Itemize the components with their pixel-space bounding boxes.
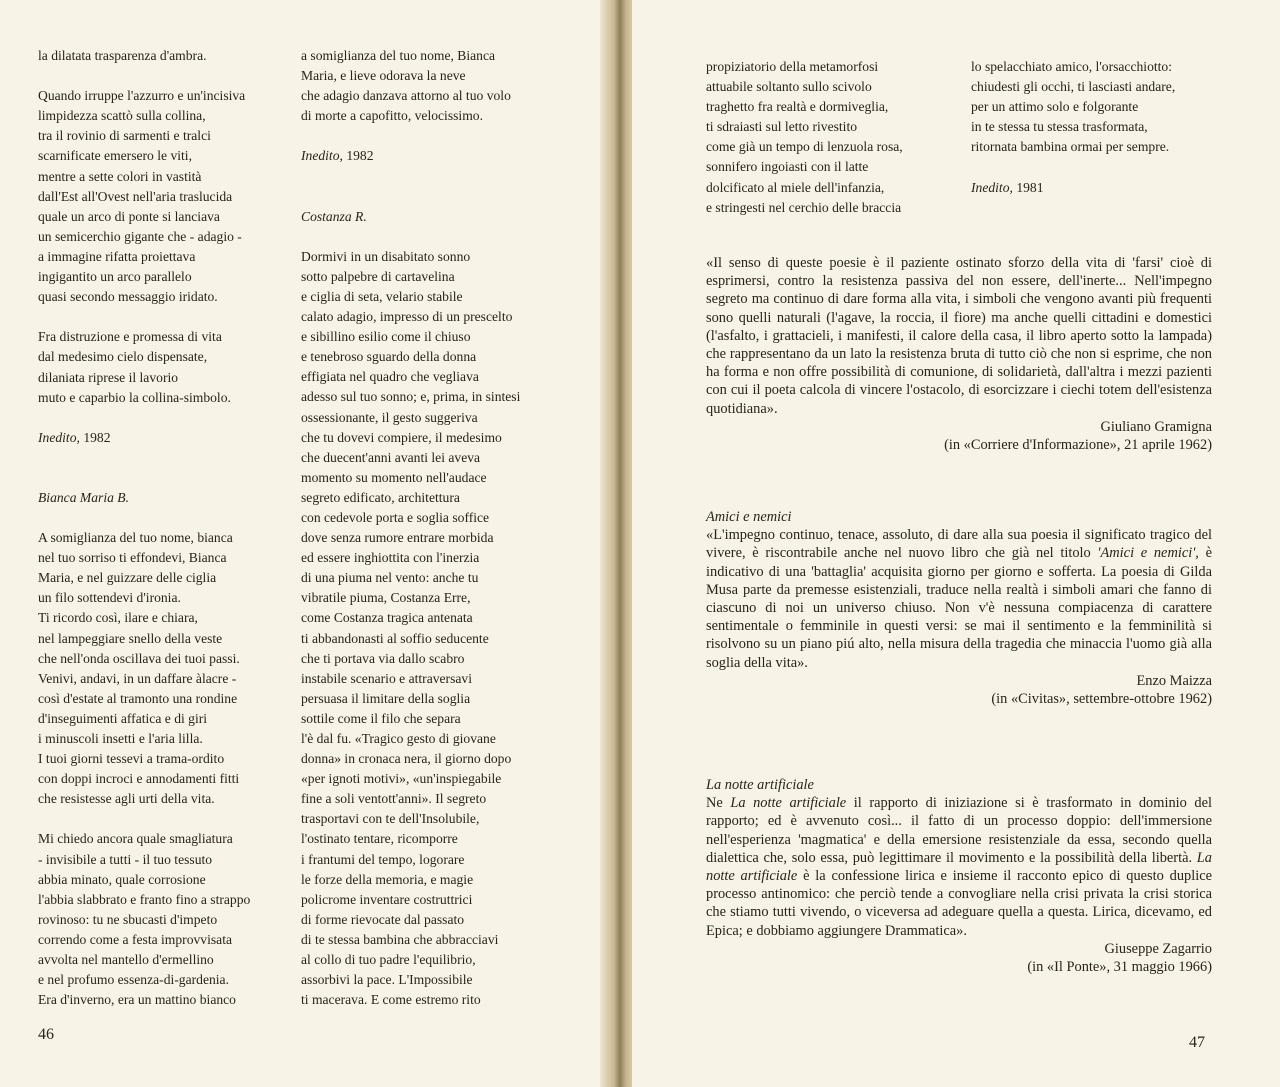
poem-lines <box>38 46 308 408</box>
verse-line: tra il rovinio di sarmenti e tralci <box>38 128 211 144</box>
verse-line: abbia minato, quale corrosione <box>38 871 206 887</box>
verse-line: dove senza rumore entrare morbida <box>301 530 494 546</box>
verse-line: d'inseguimenti affatica e di giri <box>38 710 208 726</box>
verse-line: a somiglianza del tuo nome, Bianca <box>301 48 496 63</box>
right-page <box>632 0 1280 1087</box>
verse-line: in te stessa tu stessa trasformata, <box>971 119 1148 135</box>
left-page <box>0 0 612 1087</box>
verse-line: donna» in cronaca nera, il giorno dopo <box>301 751 512 767</box>
verse-line: traghetto fra realtà e dormiveglia, <box>706 99 889 115</box>
verse-line: dilaniata riprese il lavorio <box>38 369 179 385</box>
right-column-1 <box>706 57 966 218</box>
verse-line: un semicerchio gigante che - adagio - <box>38 228 242 244</box>
verse-line: ossessionante, il gesto suggeriva <box>301 409 478 425</box>
review-source: (in «Il Ponte», 31 maggio 1966) <box>1027 959 1212 976</box>
verse-line: e ciglia di seta, velario stabile <box>301 288 463 304</box>
verse-line: attuabile soltanto sullo scivolo <box>706 79 872 95</box>
verse-line: Maria, e lieve odorava la neve <box>301 68 466 84</box>
stanza-break <box>38 809 308 829</box>
verse-line: al collo di tuo padre l'equilibrio, <box>301 952 476 968</box>
verse-line: avvolta nel mantello d'ermellino <box>38 952 214 968</box>
poem-lines <box>301 247 591 1011</box>
verse-line: per un attimo solo e folgorante <box>971 99 1139 115</box>
verse-line: le forze della memoria, e magie <box>301 871 474 887</box>
verse-line: i frantumi del tempo, logorare <box>301 851 465 867</box>
review-author: Enzo Maizza <box>1136 672 1212 689</box>
verse-line: A somiglianza del tuo nome, bianca <box>38 530 233 546</box>
poem-lines <box>971 57 1239 157</box>
verse-line: trasportavi con te dell'Insolubile, <box>301 811 480 827</box>
verse-line: vibratile piuma, Costanza Erre, <box>301 590 471 606</box>
verse-line: un filo sottendevi d'ironia. <box>38 590 181 606</box>
verse-line: a immagine rifatta proiettava <box>38 248 196 264</box>
verse-line: così d'estate al tramonto una rondine <box>38 690 238 706</box>
left-column-1 <box>38 46 308 1010</box>
verse-line: ritornata bambina ormai per sempre. <box>971 139 1170 155</box>
verse-line: nel lampeggiare snello della veste <box>38 630 223 646</box>
verse-line: e nel profumo essenza-di-gardenia. <box>38 972 229 988</box>
verse-line: mentre a sette colori in vastità <box>38 168 202 184</box>
verse-line: lo spelacchiato amico, l'orsacchiotto: <box>971 59 1172 74</box>
verse-line: fine a soli ventott'anni». Il segreto <box>301 791 487 807</box>
stanza-break <box>38 66 308 86</box>
verse-line: Fra distruzione e promessa di vita <box>38 329 222 345</box>
verse-line: con doppi incroci e annodamenti fitti <box>38 771 240 787</box>
verse-line: - invisibile a tutti - il tuo tessuto <box>38 851 213 867</box>
verse-line: che adagio danzava attorno al tuo volo <box>301 88 511 104</box>
stanza-break <box>38 307 308 327</box>
review-text: «Il senso di queste poesie è il paziente ostinato sforzo della vita di 'farsi' cioè di esprimersi, contro la resistenza passiva del non essere, dell'inerte... Nell'impegno segreto ma continuo di dare forma alla vita, i simboli che vengono avanti più frequenti sono quelli naturali (l'agave, la roccia, il fiore) ma anche quelli cittadini e domestici (l'asfalto, i grattacieli, i manifesti, il calore della casa, il libro aperto sotto la lampada) che rappresentano da un lato la resistenza bruta di tutto ciò che non si esprime, che non ha forma e non offre possibilità di comunione, di solidarietà, dall'altra i mezzi pazienti con cui il poeta calcola di vincere l'ostacolo, di esorcizzare i ciechi totem dell'esistenza quotidiana». <box>706 255 1212 417</box>
verse-line: che duecent'anni avanti lei aveva <box>301 449 481 465</box>
verse-line: e sibillino esilio come il chiuso <box>301 329 471 345</box>
review-heading: Amici e nemici <box>706 509 792 525</box>
verse-line: propiziatorio della metamorfosi <box>706 59 879 74</box>
verse-line: l'ostinato tentare, ricomporre <box>301 831 458 847</box>
review-zagarrio <box>706 776 1212 976</box>
source-note: Inedito, 1981 <box>971 179 1044 195</box>
verse-line: correndo come a festa improvvisata <box>38 931 233 947</box>
source-note: Inedito, 1982 <box>301 148 374 164</box>
verse-line: sonnifero ingoiasti con il latte <box>706 159 869 175</box>
verse-line: muto e caparbio la collina-simbolo. <box>38 389 231 405</box>
verse-line: Venivi, andavi, in un daffare àlacre - <box>38 670 237 686</box>
review-source: (in «Corriere d'Informazione», 21 aprile 1962) <box>944 437 1212 454</box>
verse-line: che tu dovevi compiere, il medesimo <box>301 429 502 445</box>
verse-line: instabile scenario e attraversavi <box>301 670 472 686</box>
verse-line: scarnificate emersero le viti, <box>38 148 192 164</box>
poem-title: Bianca Maria B. <box>38 489 129 505</box>
verse-line: di una piuma nel vento: anche tu <box>301 570 479 586</box>
verse-line: che nell'onda oscillava dei tuoi passi. <box>38 650 240 666</box>
verse-line: Dormivi in un disabitato sonno <box>301 248 471 264</box>
verse-line: Quando irruppe l'azzurro e un'incisiva <box>38 88 246 104</box>
verse-line: i minuscoli insetti e l'aria lilla. <box>38 731 203 746</box>
verse-line: effigiata nel quadro che vegliava <box>301 369 479 385</box>
source-note: Inedito, 1982 <box>38 429 111 445</box>
verse-line: ti macerava. E come estremo rito <box>301 992 481 1008</box>
right-column-2 <box>971 57 1239 198</box>
verse-line: che resistesse agli urti della vita. <box>38 791 215 807</box>
verse-line: quasi secondo messaggio iridato. <box>38 289 218 305</box>
verse-line: ti sdraiasti sul letto rivestito <box>706 119 858 135</box>
verse-line: che ti portava via dallo scabro <box>301 650 465 666</box>
verse-line: chiudesti gli occhi, ti lasciasti andare, <box>971 79 1176 95</box>
verse-line: rovinoso: tu ne sbucasti d'impeto <box>38 911 218 927</box>
review-source: (in «Civitas», settembre-ottobre 1962) <box>991 691 1212 708</box>
verse-line: la dilatata trasparenza d'ambra. <box>38 48 207 63</box>
poem-lines <box>706 57 966 218</box>
verse-line: adesso sul tuo sonno; e, prima, in sintesi <box>301 389 521 405</box>
page-number: 46 <box>38 1026 54 1043</box>
review-gramigna <box>706 254 1212 454</box>
review-text: «L'impegno continuo, tenace, assoluto, di dare alla sua poesia il significato tragico del vivere, è riscontrabile anche nel nuovo libro che già nel titolo 'Amici e nemici', è indicativo di una 'battaglia' acquisita giorno per giorno e sofferta. La poesia di Gilda Musa parte da premesse esistenziali, traduce nella realtà i simboli amari che fanno di ciascuno di noi un universo chiuso. Non v'è nessuna compiacenza di carattere sentimentale o femminile in questi versi: se mai il sentimento e la femminilità si risolvono su un piano piú alto, nella misura della tragedia che minaccia l'uomo già alla soglia della vita». <box>706 527 1212 671</box>
left-column-2 <box>301 46 591 1010</box>
verse-line: momento su momento nell'audace <box>301 469 487 485</box>
verse-line: Ti ricordo così, ilare e chiara, <box>38 610 198 626</box>
verse-line: quale un arco di ponte si lanciava <box>38 208 220 224</box>
verse-line: ingigantito un arco parallelo <box>38 269 192 285</box>
verse-line: Maria, e nel guizzare delle ciglia <box>38 570 217 586</box>
review-author: Giuseppe Zagarrio <box>1104 940 1212 957</box>
poem-title: Costanza R. <box>301 208 367 224</box>
poem-lines <box>301 46 591 126</box>
verse-line: calato adagio, impresso di un prescelto <box>301 309 513 325</box>
review-text: Ne La notte artificiale il rapporto di iniziazione si è trasformato in dominio del rapporto; ed è avvenuto così... il fatto di un processo doppio: dell'immersione nell'esperienza 'magmatica' e della emersione resistenziale da essa, secondo quella dialettica che, solo essa, può legittimare il movimento e la possibilità della libertà. La notte artificiale è la confessione lirica e insieme il racconto epico di questo duplice processo antinomico: che perciò tende a convogliare nella crisi privata la crisi storica che stiamo tutti vivendo, o viceversa ad adeguare quella a questa. Lirica, dicevamo, ed Epica; e dobbiamo aggiungere Drammatica». <box>706 795 1212 939</box>
verse-line: l'abbia slabbrato e franto fino a strappo <box>38 891 251 907</box>
verse-line: segreto edificato, architettura <box>301 489 460 505</box>
verse-line: dal medesimo cielo dispensate, <box>38 349 208 365</box>
verse-line: dolcificato al miele dell'infanzia, <box>706 179 885 195</box>
verse-line: Era d'inverno, era un mattino bianco <box>38 992 236 1008</box>
verse-line: di morte a capofitto, velocissimo. <box>301 108 483 124</box>
verse-line: «per ignoti motivi», «un'inspiegabile <box>301 771 502 787</box>
page-number: 47 <box>1189 1034 1205 1051</box>
review-maizza <box>706 508 1212 708</box>
verse-line: con cedevole porta e soglia soffice <box>301 509 490 525</box>
verse-line: I tuoi giorni tessevi a trama-ordito <box>38 751 225 767</box>
poem-lines <box>38 528 308 1010</box>
verse-line: ed essere inghiottita con l'inerzia <box>301 550 480 566</box>
verse-line: e stringesti nel cerchio delle braccia <box>706 199 902 215</box>
verse-line: l'è dal fu. «Tragico gesto di giovane <box>301 731 496 746</box>
verse-line: assorbivi la pace. L'Impossibile <box>301 972 473 988</box>
review-author: Giuliano Gramigna <box>1100 418 1212 435</box>
verse-line: nel tuo sorriso ti effondevi, Bianca <box>38 550 227 566</box>
verse-line: Mi chiedo ancora quale smagliatura <box>38 831 233 847</box>
verse-line: sottile come il filo che separa <box>301 710 461 726</box>
verse-line: e tenebroso sguardo della donna <box>301 349 477 365</box>
verse-line: di te stessa bambina che abbracciavi <box>301 931 499 947</box>
verse-line: come già un tempo di lenzuola rosa, <box>706 139 903 155</box>
verse-line: come Costanza tragica antenata <box>301 610 473 626</box>
verse-line: di forme rievocate dal passato <box>301 911 465 927</box>
verse-line: dall'Est all'Ovest nell'aria traslucida <box>38 188 233 204</box>
verse-line: ti abbandonasti al soffio seducente <box>301 630 489 646</box>
verse-line: limpidezza scattò sulla collina, <box>38 108 206 124</box>
verse-line: policrome inventare costruttrici <box>301 891 473 907</box>
review-heading: La notte artificiale <box>706 777 814 793</box>
verse-line: sotto palpebre di cartavelina <box>301 268 455 284</box>
verse-line: persuasa il limitare della soglia <box>301 690 471 706</box>
